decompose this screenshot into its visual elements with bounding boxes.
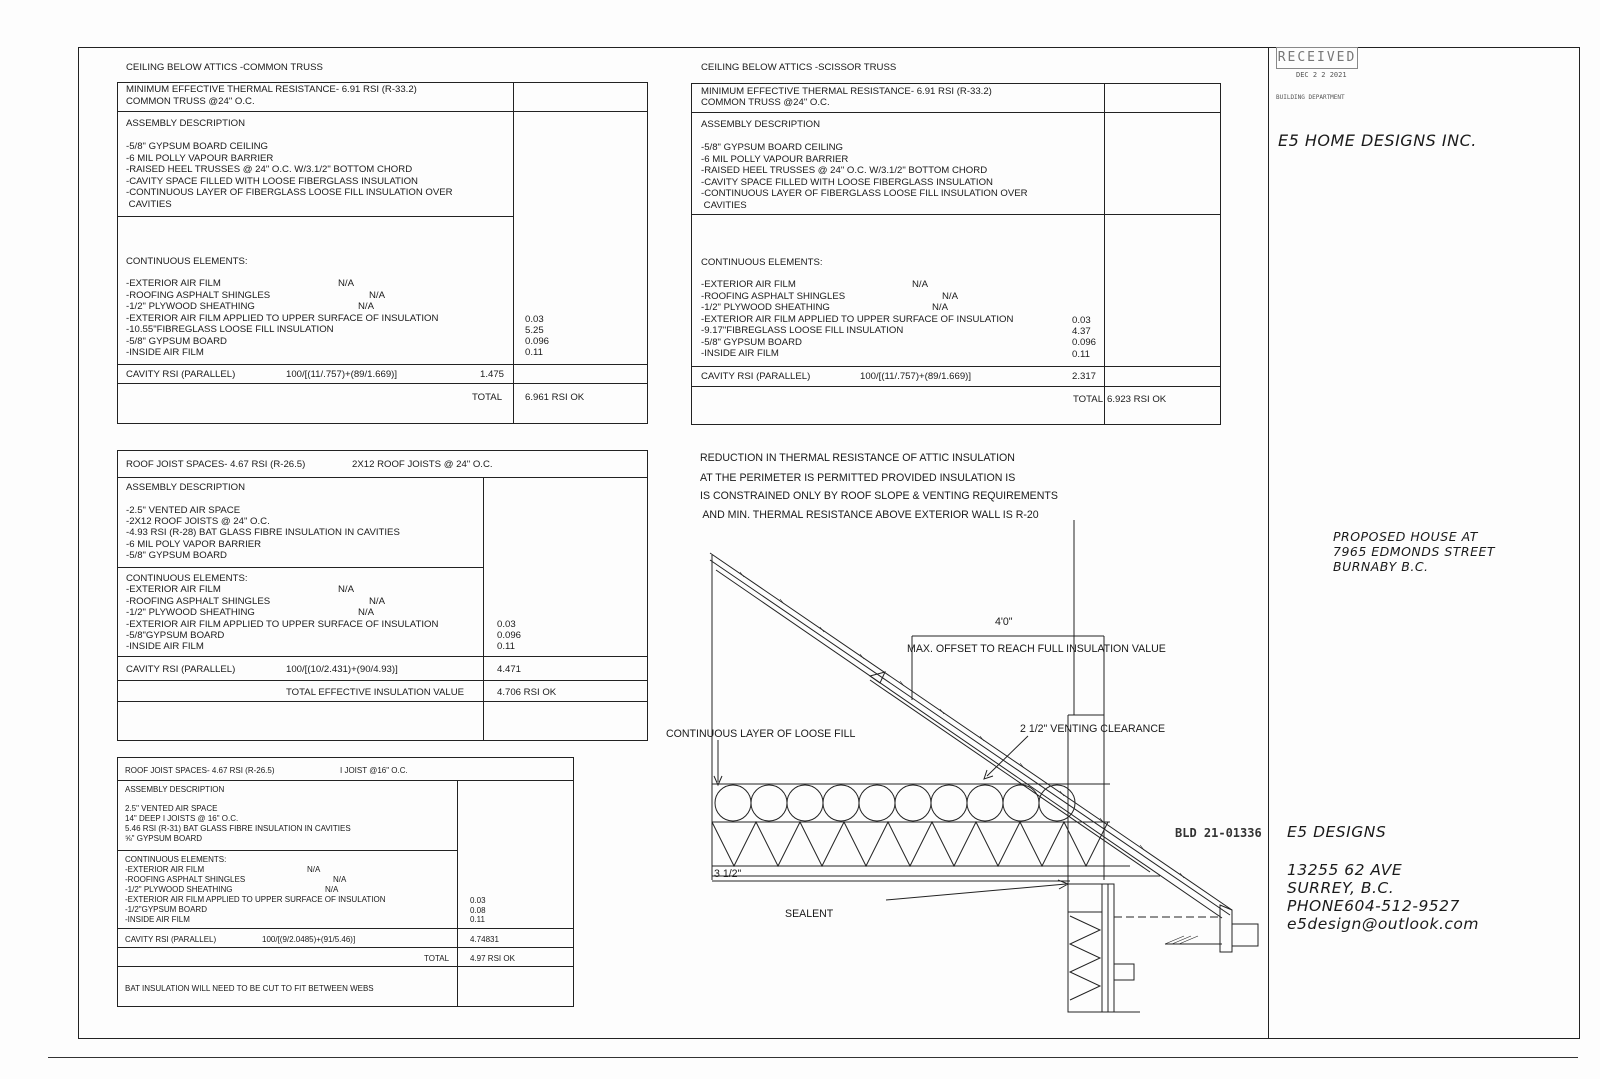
element-name: -EXTERIOR AIR FILM — [126, 278, 221, 289]
element-na: N/A — [325, 885, 339, 894]
address-line: SURREY, B.C. — [1287, 879, 1395, 897]
element-name: -1/2" PLYWOOD SHEATHING — [701, 302, 830, 313]
assembly-line: -6 MIL POLY VAPOR BARRIER — [126, 539, 262, 550]
continuous-title: CONTINUOUS ELEMENTS: — [126, 573, 248, 584]
total-label: TOTAL — [424, 954, 450, 963]
header-line: COMMON TRUSS @24" O.C. — [126, 96, 255, 107]
element-value: 0.096 — [525, 336, 550, 347]
element-value: 0.096 — [1072, 337, 1097, 348]
company-name: E5 HOME DESIGNS INC. — [1278, 131, 1477, 150]
total-label: TOTAL — [472, 392, 503, 403]
assembly-line: ⅝" GYPSUM BOARD — [125, 834, 203, 843]
cavity-value: 1.475 — [480, 369, 505, 380]
total-value: 6.923 RSI OK — [1107, 394, 1167, 405]
table-title: ROOF JOIST SPACES- 4.67 RSI (R-26.5) — [125, 766, 275, 775]
table-column-divider — [1104, 83, 1105, 425]
element-na: N/A — [912, 279, 928, 290]
element-value: 0.11 — [470, 915, 485, 924]
element-name: -1/2" PLYWOOD SHEATHING — [126, 301, 255, 312]
loose-fill-arcs — [715, 785, 1075, 821]
project-line: 7965 EDMONDS STREET — [1333, 544, 1496, 559]
element-value: 0.03 — [470, 896, 486, 905]
element-value: 0.096 — [497, 630, 522, 641]
element-na: N/A — [358, 607, 374, 618]
element-name: -EXTERIOR AIR FILM APPLIED TO UPPER SURFACE OF INSULATION — [126, 619, 439, 630]
element-name: -1/2"GYPSUM BOARD — [125, 905, 207, 914]
cavity-value: 2.317 — [1072, 371, 1097, 382]
cavity-formula: 100/[(9/2.0485)+(91/5.46)] — [262, 935, 356, 944]
phone: PHONE604-512-9527 — [1287, 897, 1460, 915]
assembly-line: -CONTINUOUS LAYER OF FIBERGLASS LOOSE FILL INSULATION OVER — [126, 187, 453, 198]
assembly-line: -5/8" GYPSUM BOARD — [126, 550, 227, 561]
table-rule — [117, 780, 574, 781]
assembly-line: -5/8" GYPSUM BOARD CEILING — [126, 141, 269, 152]
element-value: 0.03 — [1072, 315, 1091, 326]
rafter-line — [870, 680, 1150, 872]
table-title: ROOF JOIST SPACES- 4.67 RSI (R-26.5) — [126, 459, 306, 470]
element-name: -EXTERIOR AIR FILM — [125, 865, 205, 874]
element-name: -INSIDE AIR FILM — [125, 915, 190, 924]
element-value: 0.11 — [497, 641, 515, 652]
assembly-line: 5.46 RSI (R-31) BAT GLASS FIBRE INSULATION IN CAVITIES — [125, 824, 351, 833]
assembly-line: -2X12 ROOF JOISTS @ 24" O.C. — [126, 516, 270, 527]
sealent-label: SEALENT — [785, 908, 834, 920]
project-line: BURNABY B.C. — [1333, 559, 1429, 574]
element-name: -EXTERIOR AIR FILM — [126, 584, 221, 595]
note-line: REDUCTION IN THERMAL RESISTANCE OF ATTIC INSULATION — [700, 452, 1015, 464]
table-rule — [117, 680, 648, 681]
cavity-label: CAVITY RSI (PARALLEL) — [125, 935, 217, 944]
table-column-divider — [513, 82, 514, 424]
assembly-line: -6 MIL POLLY VAPOUR BARRIER — [126, 153, 274, 164]
element-value: 0.08 — [470, 906, 486, 915]
element-value: 5.25 — [525, 325, 544, 336]
assembly-title: ASSEMBLY DESCRIPTION — [701, 119, 821, 130]
assembly-line: CAVITIES — [701, 200, 747, 211]
element-name: -EXTERIOR AIR FILM — [701, 279, 796, 290]
cavity-formula: 100/[(11/.757)+(89/1.669)] — [860, 371, 972, 382]
total-label: TOTAL EFFECTIVE INSULATION VALUE — [286, 687, 465, 698]
element-name: -9.17"FIBREGLASS LOOSE FILL INSULATION — [701, 325, 904, 336]
wall-insulation — [1070, 916, 1100, 1000]
eave-detail-drawing — [660, 520, 1260, 1020]
assembly-line: -CAVITY SPACE FILLED WITH LOOSE FIBERGLASS INSULATION — [126, 176, 418, 187]
table-rule — [117, 928, 574, 929]
total-label: TOTAL — [1073, 394, 1104, 405]
element-na: N/A — [369, 290, 385, 301]
table-rule — [117, 966, 574, 967]
stamp-date: DEC 2 2 2021 — [1296, 71, 1347, 79]
element-na: N/A — [932, 302, 948, 313]
element-name: -5/8" GYPSUM BOARD — [126, 336, 227, 347]
assembly-title: ASSEMBLY DESCRIPTION — [126, 482, 246, 493]
loose-fill-label: CONTINUOUS LAYER OF LOOSE FILL — [666, 728, 856, 740]
cavity-value: 4.471 — [497, 664, 522, 675]
cavity-label: CAVITY RSI (PARALLEL) — [126, 664, 236, 675]
note-line: AT THE PERIMETER IS PERMITTED PROVIDED INSULATION IS — [700, 472, 1016, 484]
element-name: -5/8" GYPSUM BOARD — [701, 337, 802, 348]
assembly-title: ASSEMBLY DESCRIPTION — [126, 118, 246, 129]
header-line: COMMON TRUSS @24" O.C. — [701, 97, 830, 108]
cavity-value: 4.74831 — [470, 935, 499, 944]
footer-note: BAT INSULATION WILL NEED TO BE CUT TO FIT BETWEEN WEBS — [125, 984, 374, 993]
table-rule — [117, 656, 648, 657]
sheet-bottom-line — [48, 1057, 1578, 1058]
element-value: 0.03 — [525, 314, 544, 325]
table-rule — [691, 214, 1221, 215]
table-rule — [117, 850, 457, 851]
header-line: MINIMUM EFFECTIVE THERMAL RESISTANCE- 6.91 RSI (R-33.2) — [126, 84, 417, 95]
header-line: MINIMUM EFFECTIVE THERMAL RESISTANCE- 6.91 RSI (R-33.2) — [701, 86, 992, 97]
element-name: -1/2" PLYWOOD SHEATHING — [125, 885, 233, 894]
table-rule — [117, 111, 648, 112]
element-name: -INSIDE AIR FILM — [126, 641, 204, 652]
continuous-title: CONTINUOUS ELEMENTS: — [126, 256, 248, 267]
element-name: -EXTERIOR AIR FILM APPLIED TO UPPER SURFACE OF INSULATION — [701, 314, 1014, 325]
element-name: -INSIDE AIR FILM — [126, 347, 204, 358]
element-name: -ROOFING ASPHALT SHINGLES — [126, 596, 271, 607]
table-rule — [117, 477, 648, 478]
element-na: N/A — [307, 865, 321, 874]
table-rule — [117, 364, 648, 365]
sealent-leader — [886, 884, 1066, 900]
table-rule — [117, 701, 648, 702]
assembly-line: 14" DEEP I JOISTS @ 16" O.C. — [125, 814, 239, 823]
table-rule — [117, 947, 574, 948]
dim-offset: 4'0" — [995, 616, 1013, 628]
assembly-line: -4.93 RSI (R-28) BAT GLASS FIBRE INSULATION IN CAVITIES — [126, 527, 400, 538]
element-name: -ROOFING ASPHALT SHINGLES — [701, 291, 846, 302]
address-line: 13255 62 AVE — [1287, 861, 1403, 879]
chord-dimension: 3 1/2" — [714, 868, 742, 880]
element-name: -EXTERIOR AIR FILM APPLIED TO UPPER SURFACE OF INSULATION — [125, 895, 386, 904]
assembly-line: -CAVITY SPACE FILLED WITH LOOSE FIBERGLASS INSULATION — [701, 177, 993, 188]
element-na: N/A — [358, 301, 374, 312]
table-rule — [117, 216, 513, 217]
table-rule — [691, 386, 1221, 387]
batt-zigzag — [712, 822, 1108, 866]
cavity-label: CAVITY RSI (PARALLEL) — [126, 369, 236, 380]
element-value: 0.11 — [525, 347, 543, 358]
assembly-line: -RAISED HEEL TRUSSES @ 24" O.C. W/3.1/2" BOTTOM CHORD — [126, 164, 413, 175]
total-value: 4.97 RSI OK — [470, 954, 515, 963]
table-column-divider — [457, 780, 458, 1007]
assembly-title: ASSEMBLY DESCRIPTION — [125, 785, 225, 794]
assembly-line: 2.5" VENTED AIR SPACE — [125, 804, 218, 813]
note-line: IS CONSTRAINED ONLY BY ROOF SLOPE & VENTING REQUIREMENTS — [700, 490, 1058, 502]
title-block-divider — [1268, 47, 1269, 1039]
table-title-right: I JOIST @16" O.C. — [340, 766, 408, 775]
assembly-line: CAVITIES — [126, 199, 172, 210]
assembly-line: -CONTINUOUS LAYER OF FIBERGLASS LOOSE FILL INSULATION OVER — [701, 188, 1028, 199]
loose-fill-arc — [703, 786, 754, 841]
table-rule — [691, 112, 1221, 113]
table-title: CEILING BELOW ATTICS -SCISSOR TRUSS — [701, 62, 897, 73]
total-value: 4.706 RSI OK — [497, 687, 557, 698]
element-name: -INSIDE AIR FILM — [701, 348, 779, 359]
element-value: 4.37 — [1072, 326, 1091, 337]
designer-name: E5 DESIGNS — [1287, 823, 1387, 841]
total-value: 6.961 RSI OK — [525, 392, 585, 403]
element-name: -ROOFING ASPHALT SHINGLES — [126, 290, 271, 301]
offset-label: MAX. OFFSET TO REACH FULL INSULATION VALUE — [907, 643, 1166, 655]
table-rule — [691, 366, 1221, 367]
received-stamp: RECEIVED — [1276, 47, 1358, 69]
element-na: N/A — [333, 875, 347, 884]
stamp-department: BUILDING DEPARTMENT — [1276, 94, 1345, 101]
note-line: AND MIN. THERMAL RESISTANCE ABOVE EXTERIOR WALL IS R-20 — [700, 509, 1039, 521]
element-value: 0.11 — [1072, 349, 1090, 360]
element-name: -5/8"GYPSUM BOARD — [126, 630, 225, 641]
assembly-line: -2.5" VENTED AIR SPACE — [126, 505, 241, 516]
element-value: 0.03 — [497, 619, 516, 630]
gutter — [1232, 924, 1258, 946]
table-rule — [117, 383, 648, 384]
assembly-line: -RAISED HEEL TRUSSES @ 24" O.C. W/3.1/2" BOTTOM CHORD — [701, 165, 988, 176]
table-rule — [117, 567, 483, 568]
venting-label: 2 1/2" VENTING CLEARANCE — [1020, 723, 1166, 735]
element-na: N/A — [338, 278, 354, 289]
element-name: -EXTERIOR AIR FILM APPLIED TO UPPER SURFACE OF INSULATION — [126, 313, 439, 324]
cavity-formula: 100/[(10/2.431)+(90/4.93)] — [286, 664, 398, 675]
element-na: N/A — [369, 596, 385, 607]
continuous-title: CONTINUOUS ELEMENTS: — [125, 855, 227, 864]
permit-number: BLD 21-01336 — [1175, 826, 1262, 840]
cavity-formula: 100/[(11/.757)+(89/1.669)] — [286, 369, 398, 380]
email: e5design@outlook.com — [1287, 915, 1479, 933]
assembly-line: -5/8" GYPSUM BOARD CEILING — [701, 142, 844, 153]
element-name: -ROOFING ASPHALT SHINGLES — [125, 875, 246, 884]
element-na: N/A — [338, 584, 354, 595]
assembly-line: -6 MIL POLLY VAPOUR BARRIER — [701, 154, 849, 165]
element-name: -1/2" PLYWOOD SHEATHING — [126, 607, 255, 618]
continuous-title: CONTINUOUS ELEMENTS: — [701, 257, 823, 268]
cavity-label: CAVITY RSI (PARALLEL) — [701, 371, 811, 382]
element-name: -10.55"FIBREGLASS LOOSE FILL INSULATION — [126, 324, 334, 335]
table-title-right: 2X12 ROOF JOISTS @ 24" O.C. — [352, 459, 493, 470]
table-title: CEILING BELOW ATTICS -COMMON TRUSS — [126, 62, 323, 73]
project-line: PROPOSED HOUSE AT — [1333, 529, 1478, 544]
element-na: N/A — [942, 291, 958, 302]
